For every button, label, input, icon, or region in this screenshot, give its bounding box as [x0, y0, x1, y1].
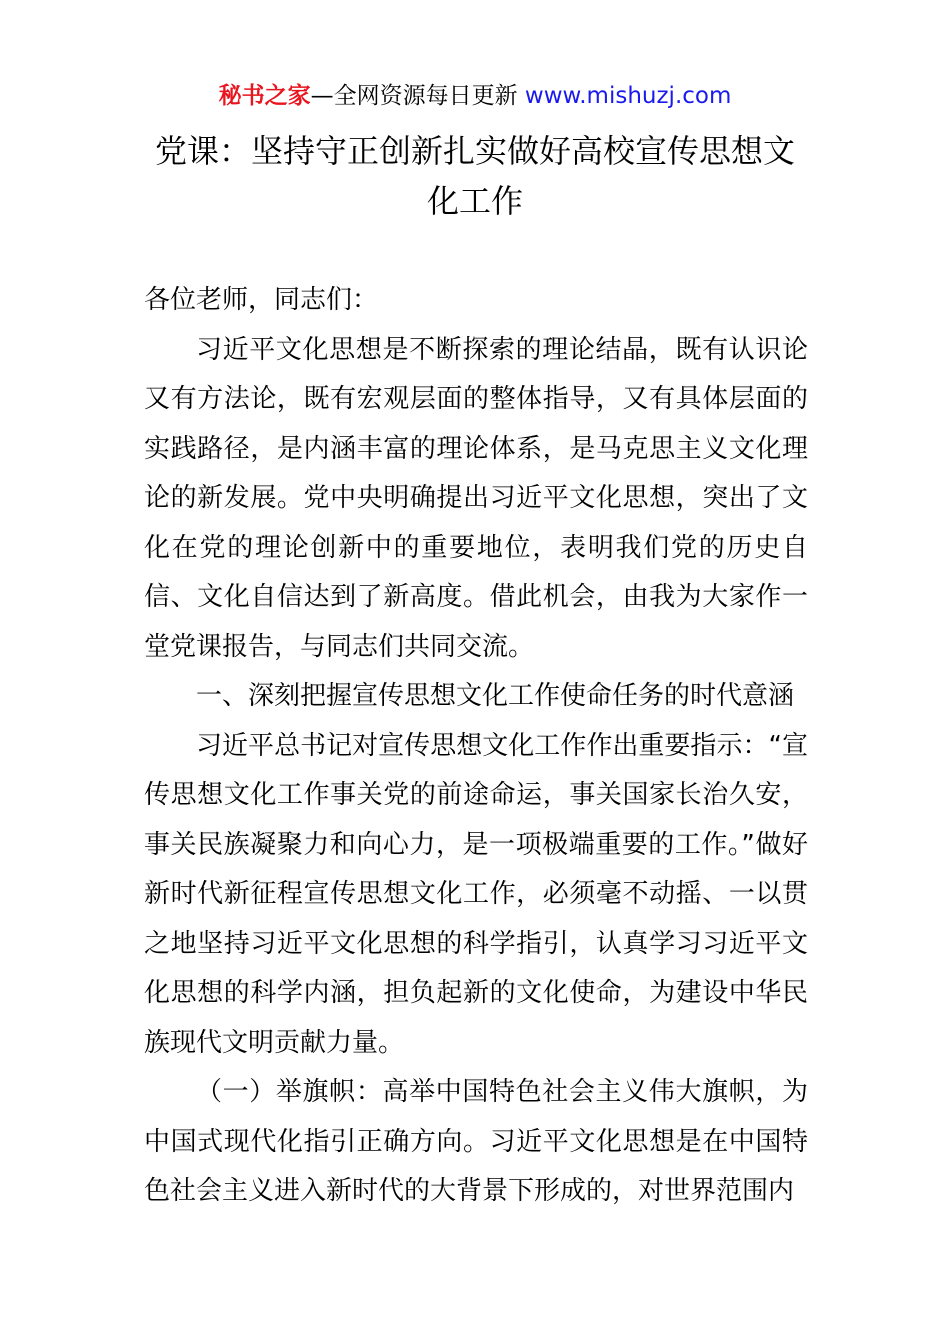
- site-slogan: —全网资源每日更新: [310, 83, 518, 109]
- site-brand: 秘书之家: [218, 83, 311, 109]
- salutation: 各位老师，同志们：: [144, 285, 379, 315]
- site-banner: [0, 80, 950, 112]
- document-body: [144, 276, 808, 1217]
- section-heading-1: 一、深刻把握宣传思想文化工作使命任务的时代意涵: [196, 681, 795, 711]
- paragraph-directive: 习近平总书记对宣传思想文化工作作出重要指示：“宣传思想文化工作事关党的前途命运，事关国家长治久安，事关民族凝聚力和向心力，是一项极端重要的工作。”做好新时代新征程宣传思想文化工作，必须毫不动摇、一以贯之地坚持习近平文化思想的科学指引，认真学习习近平文化思想的科学内涵，担负起新的文化使命，为建设中华民族现代文明贡献力量。: [144, 730, 808, 1058]
- paragraph-intro: 习近平文化思想是不断探索的理论结晶，既有认识论又有方法论，既有宏观层面的整体指导，又有具体层面的实践路径，是内涵丰富的理论体系，是马克思主义文化理论的新发展。党中央明确提出习近平文化思想，突出了文化在党的理论创新中的重要地位，表明我们党的历史自信、文化自信达到了新高度。借此机会，由我为大家作一堂党课报告，与同志们共同交流。: [144, 334, 808, 662]
- document-title: 党课：坚持守正创新扎实做好高校宣传思想文化工作: [154, 132, 795, 220]
- site-url-link[interactable]: www.mishuzj.com: [517, 83, 732, 109]
- paragraph-subsection-1: （一）举旗帜：高举中国特色社会主义伟大旗帜，为中国式现代化指引正确方向。习近平文化思想是在中国特色社会主义进入新时代的大背景下形成的，对世界范围内: [144, 1077, 808, 1206]
